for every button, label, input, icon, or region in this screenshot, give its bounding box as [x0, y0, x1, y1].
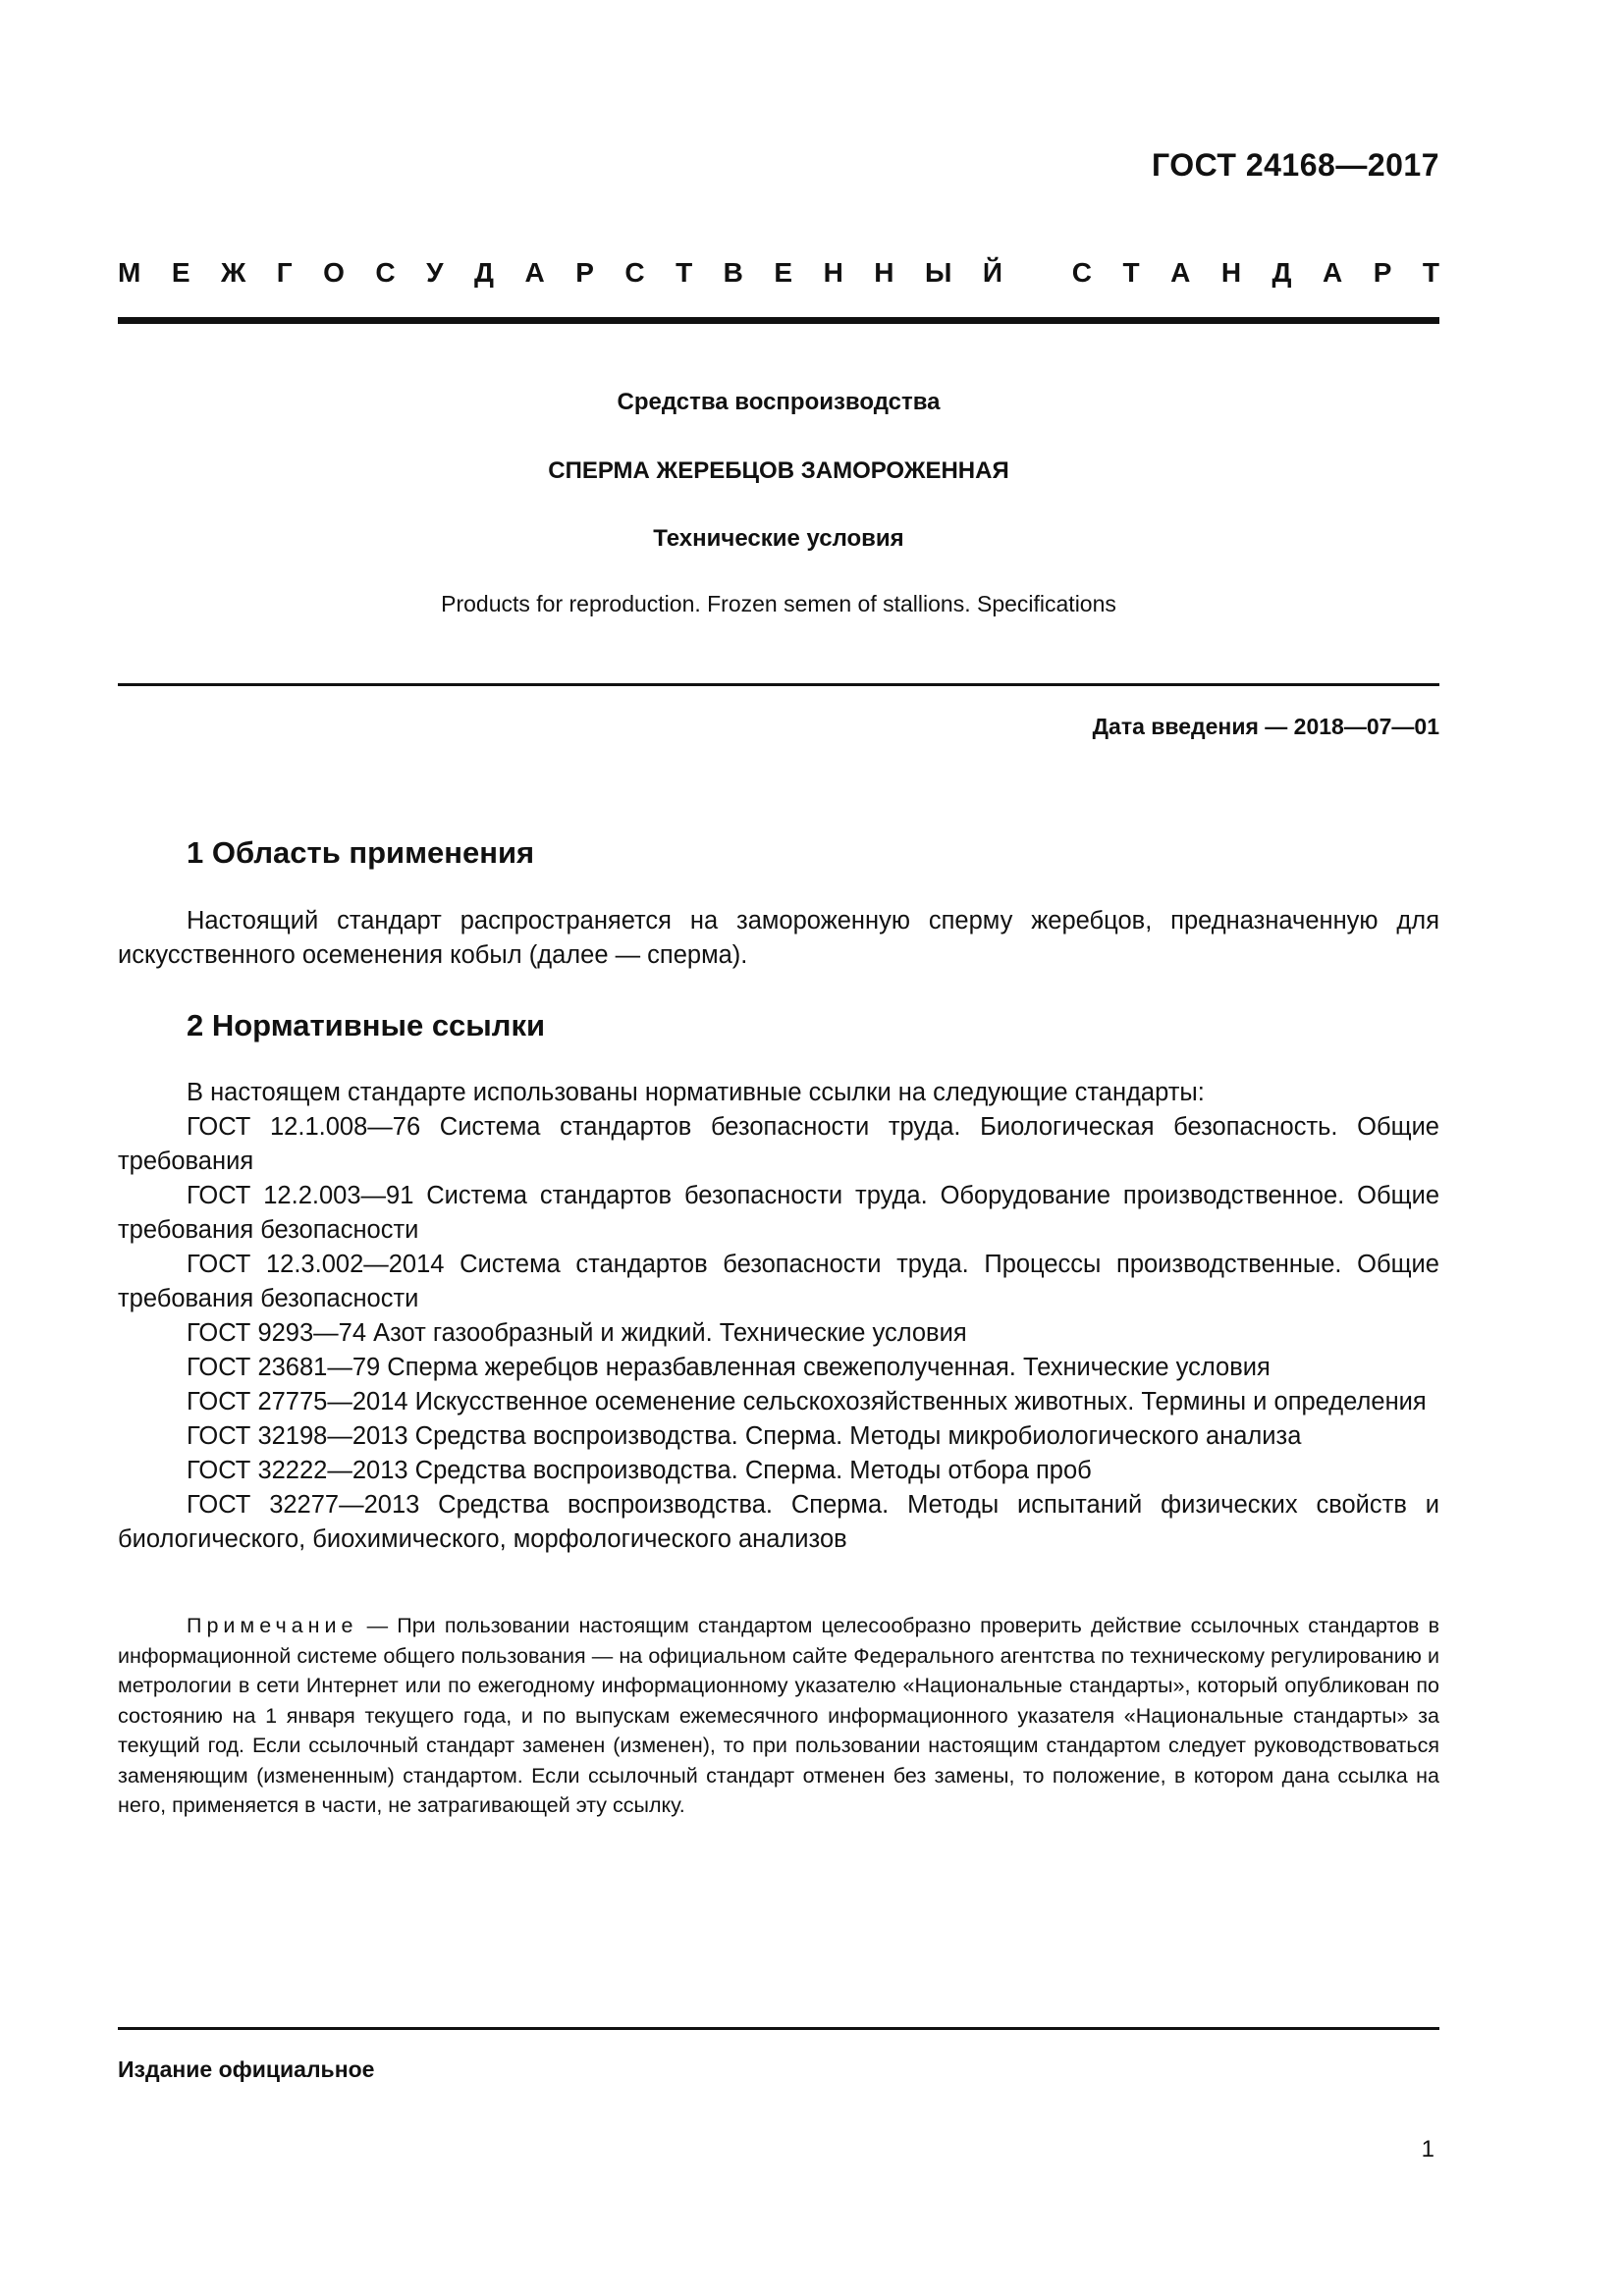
banner-letter: Г	[276, 257, 293, 288]
references-note	[118, 1611, 1439, 1821]
banner-letter: О	[323, 257, 345, 288]
banner-letter: Т	[1422, 257, 1439, 288]
banner-letter: С	[375, 257, 396, 288]
banner-letter: А	[1322, 257, 1343, 288]
note-body: — При пользовании настоящим стандартом целесообразно проверить действие ссылочных стандартов в информационной системе общего пользования — на официальном сайте Федерального агентства по техническому регулированию и метрологии в сети Интернет или по ежегодному информационному указателю «Национальные стандарты», который опубликован по состоянию на 1 января текущего года, и по выпускам ежемесячного информационного указателя «Национальные стандарты» за текущий год. Если ссылочный стандарт заменен (изменен), то при пользовании настоящим стандартом следует руководствоваться заменяющим (измененным) стандартом. Если ссылочный стандарт отменен без замены, то положение, в котором дана ссылка на него, применяется в части, не затрагивающей эту ссылку.	[118, 1614, 1439, 1817]
section-heading-scope: 1 Область применения	[187, 835, 535, 870]
banner-letter: Д	[1271, 257, 1292, 288]
banner-letter: Е	[774, 257, 793, 288]
banner-letter: Н	[874, 257, 894, 288]
page-number: 1	[1421, 2136, 1434, 2163]
standard-type-banner	[118, 257, 1439, 289]
reference-item: ГОСТ 12.2.003—91 Система стандартов безопасности труда. Оборудование производственное. Общие требования безопасности	[118, 1182, 1439, 1244]
banner-letter: Й	[982, 257, 1003, 288]
banner-letter: Р	[575, 257, 594, 288]
reference-item: ГОСТ 23681—79 Сперма жеребцов неразбавленная свежеполученная. Технические условия	[187, 1354, 1271, 1381]
reference-item: ГОСТ 32277—2013 Средства воспроизводства. Сперма. Методы испытаний физических свойств и биологического, биохимического, морфологического анализов	[118, 1491, 1439, 1553]
section-references-body	[118, 1076, 1439, 1557]
references-intro: В настоящем стандарте использованы нормативные ссылки на следующие стандарты:	[187, 1079, 1205, 1106]
banner-letter: С	[1071, 257, 1093, 288]
banner-letter: Н	[823, 257, 843, 288]
scope-paragraph: Настоящий стандарт распространяется на замороженную сперму жеребцов, предназначенную для искусственного осеменения кобыл (далее — сперма).	[118, 907, 1439, 969]
title-subtitle: Технические условия	[653, 525, 904, 552]
reference-item: ГОСТ 12.1.008—76 Система стандартов безопасности труда. Биологическая безопасность. Общие требования	[118, 1113, 1439, 1175]
banner-letter: Т	[676, 257, 693, 288]
edition-label: Издание официальное	[118, 2056, 375, 2082]
reference-item: ГОСТ 32198—2013 Средства воспроизводства. Сперма. Методы микробиологического анализа	[187, 1422, 1302, 1450]
banner-gap	[1034, 257, 1042, 289]
banner-letter: У	[426, 257, 444, 288]
title-main: СПЕРМА ЖЕРЕБЦОВ ЗАМОРОЖЕННАЯ	[548, 457, 1009, 484]
banner-letter: Т	[1122, 257, 1140, 288]
banner-letter: А	[524, 257, 545, 288]
banner-letter: В	[723, 257, 743, 288]
banner-letter: Н	[1220, 257, 1242, 288]
banner-letter: А	[1170, 257, 1191, 288]
introduction-date: Дата введения — 2018—07—01	[1092, 714, 1439, 739]
banner-letter: Ж	[220, 257, 246, 288]
section-scope-body	[118, 904, 1439, 973]
section-heading-references: 2 Нормативные ссылки	[187, 1008, 546, 1042]
title-english: Products for reproduction. Frozen semen of stallions. Specifications	[441, 591, 1116, 616]
header-divider	[118, 317, 1439, 324]
banner-letter: М	[118, 257, 141, 288]
banner-letter: С	[624, 257, 645, 288]
title-group: Средства воспроизводства	[617, 389, 941, 415]
banner-letter: Р	[1373, 257, 1392, 288]
banner-letter: Ы	[925, 257, 952, 288]
reference-item: ГОСТ 27775—2014 Искусственное осеменение сельскохозяйственных животных. Термины и определения	[187, 1388, 1427, 1415]
banner-letter: Е	[171, 257, 190, 288]
reference-item: ГОСТ 9293—74 Азот газообразный и жидкий. Технические условия	[187, 1319, 967, 1347]
reference-item: ГОСТ 32222—2013 Средства воспроизводства. Сперма. Методы отбора проб	[187, 1457, 1092, 1484]
reference-item: ГОСТ 12.3.002—2014 Система стандартов безопасности труда. Процессы производственные. Общие требования безопасности	[118, 1251, 1439, 1312]
banner-letter: Д	[474, 257, 494, 288]
note-label: Примечание	[187, 1614, 358, 1637]
footer-divider	[118, 2027, 1439, 2030]
document-number: ГОСТ 24168—2017	[1151, 147, 1439, 183]
title-divider	[118, 683, 1439, 686]
